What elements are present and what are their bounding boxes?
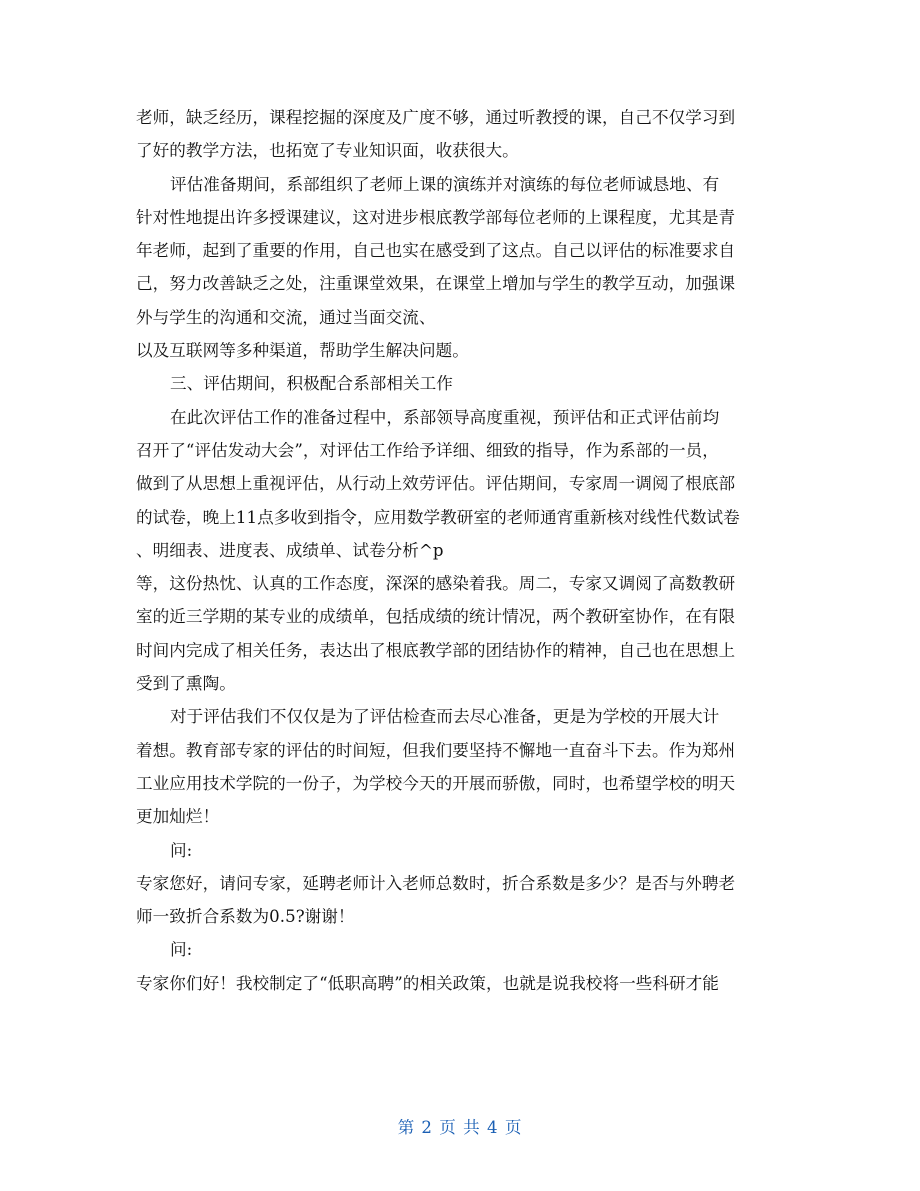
text-line: 更加灿烂！ xyxy=(136,807,220,827)
document-body xyxy=(136,101,796,1000)
section-heading: 三、评估期间，积极配合系部相关工作 xyxy=(170,374,453,394)
text-line: 老师，缺乏经历，课程挖掘的深度及广度不够，通过听教授的课，自己不仅学习到 xyxy=(136,108,736,127)
text-line: 做到了从思想上重视评估，从行动上效劳评估。评估期间，专家周一调阅了根底部 xyxy=(136,474,736,494)
text-line: 以及互联网等多种渠道，帮助学生解决问题。 xyxy=(136,341,469,361)
text-line: 师一致折合系数为0.5?谢谢！ xyxy=(136,907,355,927)
question-label: 问: xyxy=(170,940,193,960)
text-line: 等，这份热忱、认真的工作态度，深深的感染着我。周二，专家又调阅了高数教研 xyxy=(136,574,736,594)
text-line: 召开了“评估发动大会”，对评估工作给予详细、细致的指导，作为系部的一员， xyxy=(136,440,719,460)
text-line: 对于评估我们不仅仅是为了评估检查而去尽心准备，更是为学校的开展大计 xyxy=(170,707,720,727)
text-line: 的试卷，晚上11点多收到指令，应用数学教研室的老师通宵重新核对线性代数试卷 xyxy=(136,507,740,527)
text-line: 着想。教育部专家的评估的时间短，但我们要坚持不懈地一直奋斗下去。作为郑州 xyxy=(136,740,736,760)
text-line: 在此次评估工作的准备过程中，系部领导高度重视，预评估和正式评估前均 xyxy=(170,407,720,427)
text-line: 专家你们好！我校制定了“低职高聘”的相关政策，也就是说我校将一些科研才能 xyxy=(136,973,719,993)
text-line: 了好的教学方法，也拓宽了专业知识面，收获很大。 xyxy=(136,141,519,161)
text-line: 、明细表、进度表、成绩单、试卷分析^p xyxy=(136,540,444,560)
text-line: 针对性地提出许多授课建议，这对进步根底教学部每位老师的上课程度，尤其是青 xyxy=(136,207,736,227)
text-line: 己，努力改善缺乏之处，注重课堂效果，在课堂上增加与学生的教学互动，加强课 xyxy=(136,274,736,294)
text-line: 受到了熏陶。 xyxy=(136,674,236,694)
page-number-footer: 第 2 页 共 4 页 xyxy=(397,1118,523,1137)
question-label: 问: xyxy=(170,840,193,860)
text-line: 专家您好，请问专家，延聘老师计入老师总数时，折合系数是多少？是否与外聘老 xyxy=(136,873,736,893)
text-line: 时间内完成了相关任务，表达出了根底教学部的团结协作的精神，自己也在思想上 xyxy=(136,640,736,660)
text-line: 年老师，起到了重要的作用，自己也实在感受到了这点。自己以评估的标准要求自 xyxy=(136,241,736,261)
text-line: 外与学生的沟通和交流，通过当面交流、 xyxy=(136,307,436,327)
text-line: 室的近三学期的某专业的成绩单，包括成绩的统计情况，两个教研室协作，在有限 xyxy=(136,607,736,627)
text-line: 工业应用技术学院的一份子，为学校今天的开展而骄傲，同时，也希望学校的明天 xyxy=(136,773,736,793)
text-line: 评估准备期间，系部组织了老师上课的演练并对演练的每位老师诚恳地、有 xyxy=(170,174,720,194)
